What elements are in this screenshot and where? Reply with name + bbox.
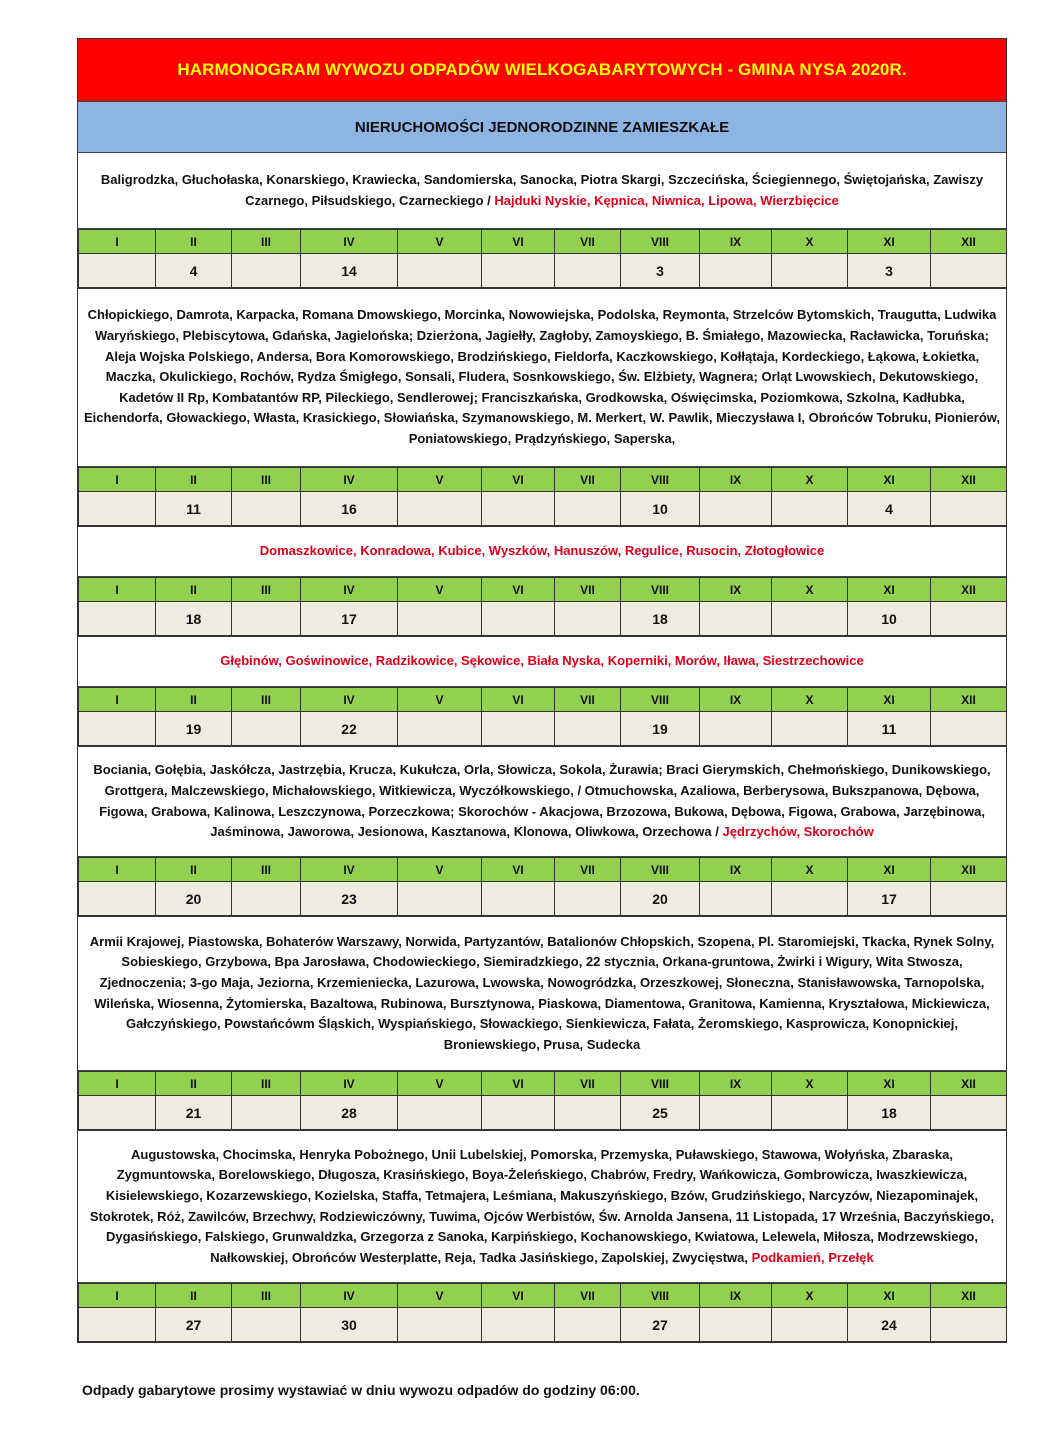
pickup-date-cell (931, 492, 1007, 527)
month-header-6: VI (482, 468, 555, 492)
pickup-date-cell (555, 712, 621, 747)
street-list-group-6 (78, 917, 1006, 1071)
pickup-date-cell: 18 (848, 1096, 931, 1131)
pickup-date-cell: 28 (301, 1096, 398, 1131)
date-row (79, 492, 1007, 527)
month-header-9: IX (700, 688, 772, 712)
street-list-group-5 (78, 747, 1006, 857)
pickup-date-cell (931, 1096, 1007, 1131)
month-header-10: X (772, 1072, 848, 1096)
schedule-table-group-7 (78, 1283, 1007, 1343)
pickup-date-cell (79, 712, 156, 747)
pickup-date-cell (772, 492, 848, 527)
pickup-date-cell: 3 (621, 254, 700, 289)
pickup-date-cell (482, 1308, 555, 1343)
month-header-11: XI (848, 578, 931, 602)
pickup-date-cell: 22 (301, 712, 398, 747)
month-header-9: IX (700, 578, 772, 602)
month-header-4: IV (301, 688, 398, 712)
month-header-3: III (232, 688, 301, 712)
month-header-11: XI (848, 1072, 931, 1096)
month-header-2: II (156, 578, 232, 602)
schedule-table-group-1 (78, 229, 1007, 289)
month-header-row (79, 688, 1007, 712)
pickup-date-cell (398, 254, 482, 289)
schedule-table-group-2 (78, 467, 1007, 527)
month-header-6: VI (482, 578, 555, 602)
month-header-8: VIII (621, 858, 700, 882)
month-header-8: VIII (621, 230, 700, 254)
pickup-date-cell: 14 (301, 254, 398, 289)
pickup-date-cell (79, 254, 156, 289)
street-list-group-7 (78, 1131, 1006, 1283)
month-header-1: I (79, 230, 156, 254)
pickup-date-cell (79, 882, 156, 917)
month-header-12: XII (931, 688, 1007, 712)
month-header-2: II (156, 468, 232, 492)
pickup-date-cell: 20 (621, 882, 700, 917)
pickup-date-cell: 16 (301, 492, 398, 527)
pickup-date-cell: 11 (156, 492, 232, 527)
pickup-date-cell: 27 (621, 1308, 700, 1343)
pickup-date-cell (931, 882, 1007, 917)
pickup-date-cell: 21 (156, 1096, 232, 1131)
month-header-4: IV (301, 468, 398, 492)
schedule-table-group-3 (78, 577, 1007, 637)
month-header-9: IX (700, 1072, 772, 1096)
pickup-date-cell: 24 (848, 1308, 931, 1343)
month-header-8: VIII (621, 578, 700, 602)
villages-text: Hajduki Nyskie, Kępnica, Niwnica, Lipowa, Wierzbięcice (494, 192, 839, 208)
month-header-10: X (772, 578, 848, 602)
pickup-date-cell (398, 492, 482, 527)
month-header-1: I (79, 688, 156, 712)
pickup-date-cell (79, 492, 156, 527)
month-header-2: II (156, 1284, 232, 1308)
pickup-date-cell (555, 1096, 621, 1131)
pickup-date-cell (772, 712, 848, 747)
month-header-1: I (79, 1072, 156, 1096)
month-header-3: III (232, 858, 301, 882)
pickup-date-cell: 4 (156, 254, 232, 289)
month-header-12: XII (931, 230, 1007, 254)
street-list-group-2 (78, 289, 1006, 467)
villages-text: Głębinów, Goświnowice, Radzikowice, Sękowice, Biała Nyska, Koperniki, Morów, Iława, Siestrzechowice (220, 653, 864, 669)
month-header-5: V (398, 688, 482, 712)
month-header-5: V (398, 468, 482, 492)
date-row (79, 712, 1007, 747)
month-header-row (79, 1284, 1007, 1308)
pickup-date-cell (555, 492, 621, 527)
schedule-table-group-6 (78, 1071, 1007, 1131)
month-header-row (79, 1072, 1007, 1096)
villages-text: Domaszkowice, Konradowa, Kubice, Wyszków, Hanuszów, Regulice, Rusocin, Złotogłowice (259, 543, 825, 559)
month-header-5: V (398, 1072, 482, 1096)
month-header-3: III (232, 230, 301, 254)
section-subtitle: NIERUCHOMOŚCI JEDNORODZINNE ZAMIESZKAŁE (78, 102, 1006, 153)
schedule-table-group-4 (78, 687, 1007, 747)
month-header-11: XI (848, 1284, 931, 1308)
pickup-date-cell (232, 254, 301, 289)
pickup-date-cell (931, 254, 1007, 289)
month-header-5: V (398, 230, 482, 254)
month-header-7: VII (555, 688, 621, 712)
pickup-date-cell (772, 602, 848, 637)
street-list-group-3 (78, 527, 1006, 577)
schedule-sheet (77, 38, 1007, 1343)
month-header-10: X (772, 230, 848, 254)
pickup-date-cell (555, 602, 621, 637)
pickup-date-cell (232, 882, 301, 917)
month-header-7: VII (555, 858, 621, 882)
pickup-date-cell (232, 492, 301, 527)
date-row (79, 882, 1007, 917)
month-header-row (79, 468, 1007, 492)
pickup-date-cell (232, 1308, 301, 1343)
month-header-8: VIII (621, 688, 700, 712)
pickup-date-cell (555, 882, 621, 917)
pickup-date-cell (482, 882, 555, 917)
month-header-2: II (156, 858, 232, 882)
month-header-4: IV (301, 1072, 398, 1096)
month-header-6: VI (482, 1284, 555, 1308)
pickup-date-cell (555, 254, 621, 289)
month-header-10: X (772, 688, 848, 712)
pickup-date-cell: 18 (621, 602, 700, 637)
pickup-date-cell (482, 602, 555, 637)
pickup-date-cell (700, 254, 772, 289)
month-header-3: III (232, 578, 301, 602)
month-header-12: XII (931, 858, 1007, 882)
pickup-date-cell: 19 (621, 712, 700, 747)
month-header-7: VII (555, 1072, 621, 1096)
month-header-1: I (79, 1284, 156, 1308)
pickup-date-cell: 19 (156, 712, 232, 747)
month-header-3: III (232, 468, 301, 492)
pickup-date-cell (398, 882, 482, 917)
pickup-date-cell (398, 712, 482, 747)
month-header-11: XI (848, 858, 931, 882)
pickup-date-cell: 10 (621, 492, 700, 527)
pickup-date-cell (398, 1308, 482, 1343)
pickup-date-cell (700, 712, 772, 747)
document-title: HARMONOGRAM WYWOZU ODPADÓW WIELKOGABARYTOWYCH - GMINA NYSA 2020R. (78, 39, 1006, 102)
pickup-date-cell (482, 1096, 555, 1131)
pickup-date-cell: 4 (848, 492, 931, 527)
pickup-date-cell: 17 (301, 602, 398, 637)
month-header-row (79, 858, 1007, 882)
pickup-date-cell: 18 (156, 602, 232, 637)
pickup-date-cell (79, 602, 156, 637)
month-header-4: IV (301, 578, 398, 602)
pickup-date-cell (398, 1096, 482, 1131)
month-header-1: I (79, 578, 156, 602)
month-header-row (79, 230, 1007, 254)
pickup-date-cell (482, 492, 555, 527)
month-header-9: IX (700, 858, 772, 882)
month-header-9: IX (700, 468, 772, 492)
pickup-date-cell (482, 254, 555, 289)
month-header-7: VII (555, 230, 621, 254)
month-header-12: XII (931, 468, 1007, 492)
date-row (79, 1308, 1007, 1343)
month-header-6: VI (482, 858, 555, 882)
pickup-date-cell (700, 492, 772, 527)
schedule-table-group-5 (78, 857, 1007, 917)
month-header-7: VII (555, 468, 621, 492)
month-header-5: V (398, 858, 482, 882)
pickup-date-cell: 3 (848, 254, 931, 289)
pickup-date-cell (772, 254, 848, 289)
month-header-2: II (156, 688, 232, 712)
month-header-5: V (398, 1284, 482, 1308)
streets-text: Bociania, Gołębia, Jaskółcza, Jastrzębia, Krucza, Kukułcza, Orla, Słowicza, Sokola, Żurawia; Braci Gierymskich, Chełmońskiego, Dunikowskiego, Grottgera, Malczewskiego, Michałowskiego, Witkiewicza, Wyczółkowskiego, / Otmuchowska, Azaliowa, Berberysowa, Bukszpanowa, Dębowa, Figowa, Grabowa, Kalinowa, Leszczynowa, Porzeczkowa; Skorochów - Akacjowa, Brzozowa, Bukowa, Dębowa, Figowa, Grabowa, Jarzębinowa, Jaśminowa, Jaworowa, Jesionowa, Kasztanowa, Klonowa, Oliwkowa, Orzechowa / (93, 762, 991, 840)
pickup-date-cell (79, 1096, 156, 1131)
pickup-date-cell: 25 (621, 1096, 700, 1131)
month-header-2: II (156, 1072, 232, 1096)
month-header-3: III (232, 1284, 301, 1308)
month-header-12: XII (931, 1072, 1007, 1096)
month-header-10: X (772, 1284, 848, 1308)
pickup-date-cell (555, 1308, 621, 1343)
footer-note: Odpady gabarytowe prosimy wystawiać w dniu wywozu odpadów do godziny 06:00. (82, 1382, 640, 1398)
month-header-8: VIII (621, 1072, 700, 1096)
pickup-date-cell (700, 1096, 772, 1131)
pickup-date-cell: 27 (156, 1308, 232, 1343)
month-header-1: I (79, 858, 156, 882)
month-header-11: XI (848, 468, 931, 492)
month-header-6: VI (482, 230, 555, 254)
month-header-11: XI (848, 688, 931, 712)
month-header-2: II (156, 230, 232, 254)
month-header-3: III (232, 1072, 301, 1096)
streets-text: Chłopickiego, Damrota, Karpacka, Romana Dmowskiego, Morcinka, Nowowiejska, Podolska, Reymonta, Strzelców Bytomskich, Traugutta, Ludwika Waryńskiego, Plebiscytowa, Gdańska, Jagielońska; Dzierżona, Jagiełły, Zagłoby, Zamoyskiego, B. Śmiałego, Mazowiecka, Racławicka, Toruńska; Aleja Wojska Polskiego, Andersa, Bora Komorowskiego, Brodzińskiego, Fieldorfa, Kaczkowskiego, Kołłątaja, Kordeckiego, Łąkowa, Łokietka, Maczka, Okulickiego, Rochów, Rydza Śmigłego, Sonsali, Fludera, Sosnkowskiego, Św. Elżbiety, Wagnera; Orląt Lwowskiech, Dekutowskiego, Kadetów II Rp, Kombatantów RP, Pileckiego, Sendlerowej; Franciszkańska, Grodkowska, Oświęcimska, Poziomkowa, Szkolna, Kadłubka, Eichendorfa, Głowackiego, Własta, Krasickiego, Słowiańska, Szymanowskiego, M. Merkert, W. Pawlik, Mieczysława I, Obrońców Tobruku, Pionierów, Poniatowskiego, Prądzyńskiego, Saperska, (83, 307, 1001, 446)
month-header-9: IX (700, 1284, 772, 1308)
pickup-date-cell (232, 602, 301, 637)
villages-text: Podkamień, Przełęk (751, 1249, 874, 1265)
pickup-date-cell (931, 712, 1007, 747)
date-row (79, 1096, 1007, 1131)
pickup-date-cell (398, 602, 482, 637)
pickup-date-cell (700, 882, 772, 917)
street-list-group-1 (78, 153, 1006, 229)
streets-text: Armii Krajowej, Piastowska, Bohaterów Warszawy, Norwida, Partyzantów, Batalionów Chłopskich, Szopena, Pl. Staromiejski, Tkacka, Rynek Solny, Sobieskiego, Grzybowa, Bpa Jarosława, Chodowieckiego, Siemiradzkiego, 22 stycznia, Orkana-gruntowa, Żwirki i Wigury, Wita Stwosza, Zjednoczenia; 3-go Maja, Jeziorna, Krzemieniecka, Lazurowa, Lwowska, Nowogródzka, Orzeszkowej, Słoneczna, Stanisławowska, Tarnopolska, Wileńska, Wiosenna, Żytomierska, Bazaltowa, Rubinowa, Bursztynowa, Piaskowa, Diamentowa, Granitowa, Kamienna, Kryształowa, Mickiewicza, Gałczyńskiego, Powstańcówm Śląskich, Wyspiańskiego, Słowackiego, Sienkiewicza, Fałata, Żeromskiego, Kasprowicza, Konopnickiej, Broniewskiego, Prusa, Sudecka (89, 933, 995, 1052)
month-header-4: IV (301, 858, 398, 882)
month-header-6: VI (482, 1072, 555, 1096)
pickup-date-cell (482, 712, 555, 747)
pickup-date-cell: 20 (156, 882, 232, 917)
pickup-date-cell: 17 (848, 882, 931, 917)
pickup-date-cell (772, 1308, 848, 1343)
month-header-8: VIII (621, 1284, 700, 1308)
month-header-4: IV (301, 230, 398, 254)
month-header-1: I (79, 468, 156, 492)
month-header-10: X (772, 858, 848, 882)
month-header-7: VII (555, 1284, 621, 1308)
pickup-date-cell: 10 (848, 602, 931, 637)
street-list-group-4 (78, 637, 1006, 687)
pickup-date-cell: 30 (301, 1308, 398, 1343)
month-header-12: XII (931, 1284, 1007, 1308)
month-header-12: XII (931, 578, 1007, 602)
month-header-4: IV (301, 1284, 398, 1308)
month-header-row (79, 578, 1007, 602)
pickup-date-cell (931, 602, 1007, 637)
pickup-date-cell (772, 882, 848, 917)
pickup-date-cell (232, 712, 301, 747)
month-header-10: X (772, 468, 848, 492)
pickup-date-cell (232, 1096, 301, 1131)
month-header-7: VII (555, 578, 621, 602)
pickup-date-cell (931, 1308, 1007, 1343)
month-header-11: XI (848, 230, 931, 254)
pickup-date-cell: 11 (848, 712, 931, 747)
pickup-date-cell: 23 (301, 882, 398, 917)
month-header-5: V (398, 578, 482, 602)
date-row (79, 602, 1007, 637)
date-row (79, 254, 1007, 289)
streets-text: Baligrodzka, Głuchołaska, Konarskiego, Krawiecka, Sandomierska, Sanocka, Piotra Skargi, Szczecińska, Ściegiennego, Świętojańska, Zawiszy Czarnego, Piłsudskiego, Czarneckiego / (100, 171, 984, 208)
pickup-date-cell (772, 1096, 848, 1131)
pickup-date-cell (700, 1308, 772, 1343)
villages-text: Jędrzychów, Skorochów (722, 824, 874, 840)
month-header-8: VIII (621, 468, 700, 492)
month-header-9: IX (700, 230, 772, 254)
streets-text: Augustowska, Chocimska, Henryka Pobożnego, Unii Lubelskiej, Pomorska, Przemyska, Puławskiego, Stawowa, Wołyńska, Zbaraska, Zygmuntowska, Borelowskiego, Długosza, Krasińskiego, Boya-Żeleńskiego, Chabrów, Fredry, Wańkowicza, Gombrowicza, Iwaszkiewicza, Kisielewskiego, Kozarzewskiego, Kozielska, Staffa, Tetmajera, Leśmiana, Makuszyńskiego, Bzów, Grudzińskiego, Narcyzów, Niezapominajek, Stokrotek, Róż, Zawilców, Brzechwy, Rodziewiczówny, Tuwima, Ojców Werbistów, Św. Arnolda Jansena, 11 Listopada, 17 Września, Baczyńskiego, Dygasińskiego, Falskiego, Grunwaldzka, Grzegorza z Sanoka, Karpińskiego, Kochanowskiego, Kwiatowa, Lelewela, Miłosza, Modrzewskiego, Nałkowskiej, Obrońców Westerplatte, Reja, Tadka Jasińskiego, Zapolskiej, Zwycięstwa, (89, 1146, 995, 1265)
pickup-date-cell (79, 1308, 156, 1343)
pickup-date-cell (700, 602, 772, 637)
month-header-6: VI (482, 688, 555, 712)
